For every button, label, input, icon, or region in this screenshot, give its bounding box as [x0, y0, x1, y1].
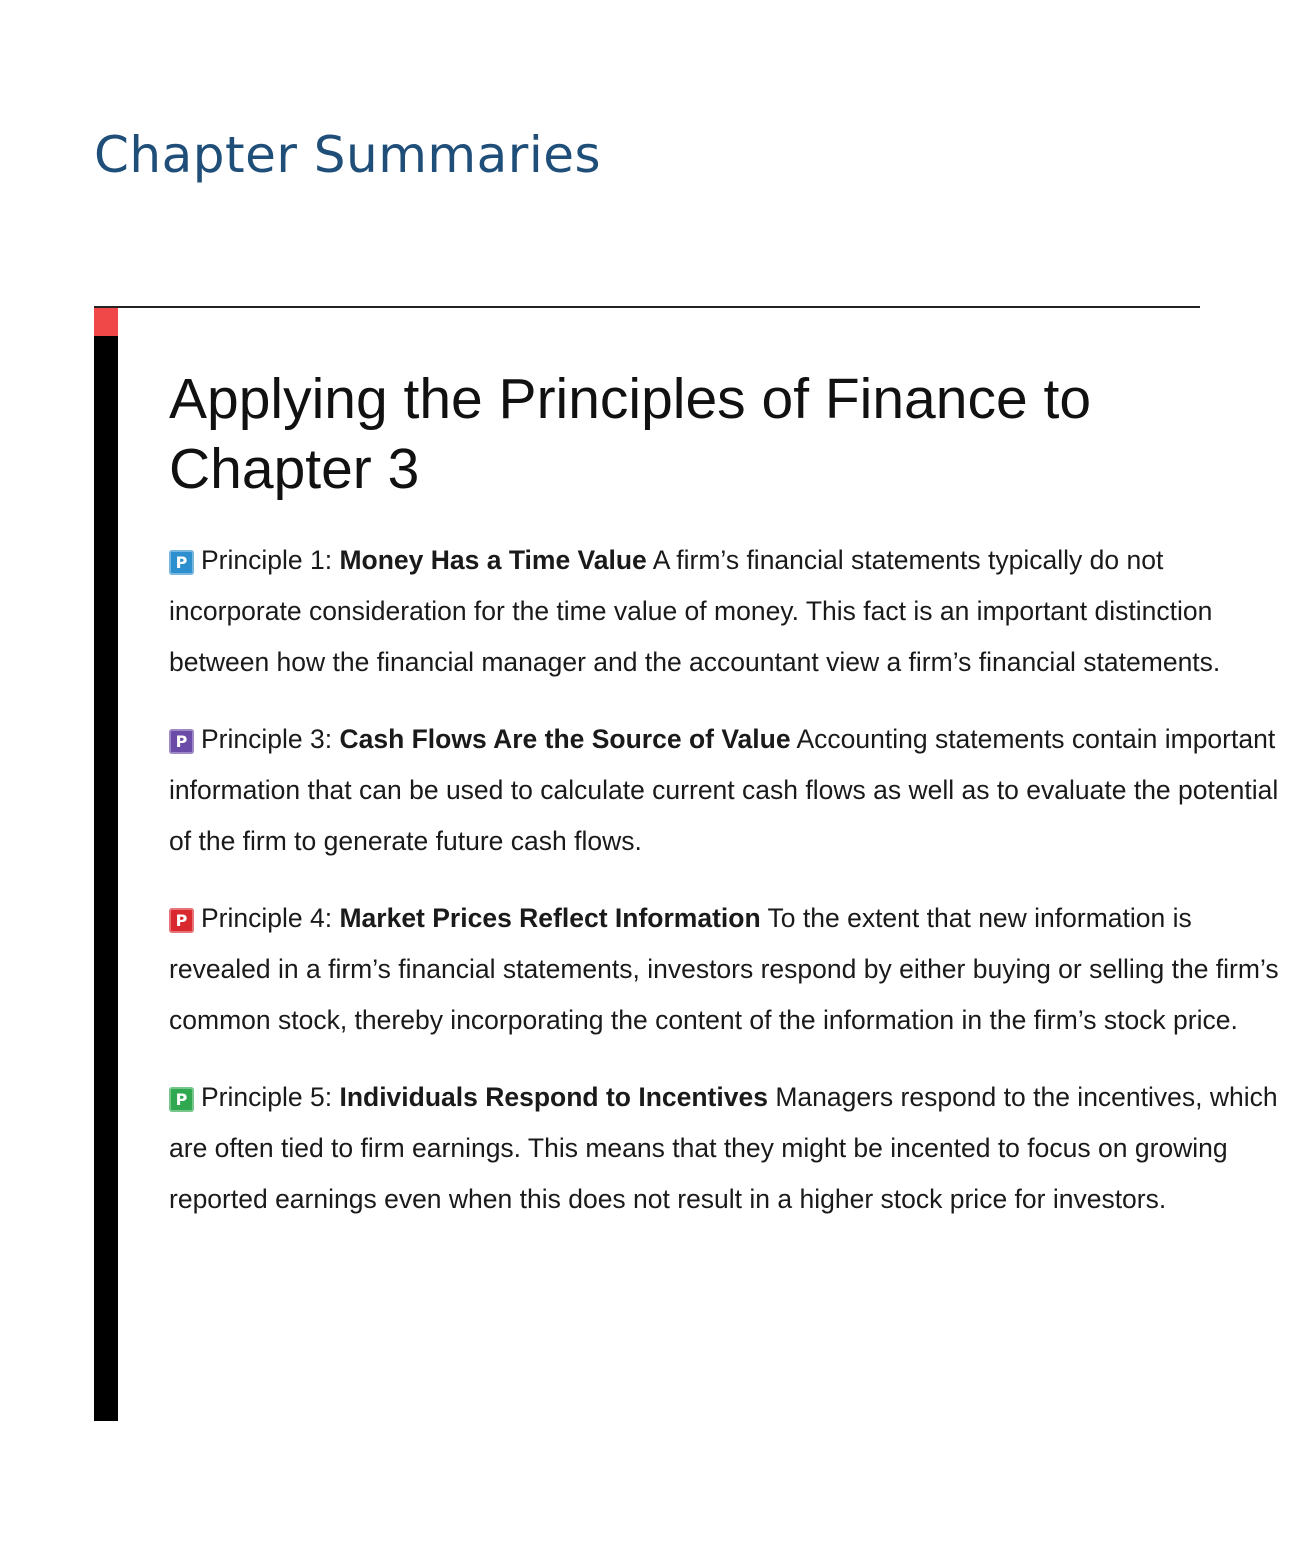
principle-text: Accounting statements contain important information that can be used to calculate current cash flows as well as to evaluate the potential of the firm to generate future cash flows.	[169, 724, 1279, 856]
principle-name: Money Has a Time Value	[339, 545, 647, 575]
principle-label: Principle 5:	[201, 1082, 340, 1112]
principle-5-paragraph	[169, 1072, 1289, 1225]
principle-name: Cash Flows Are the Source of Value	[339, 724, 791, 754]
panel-side-bar-accent	[94, 308, 118, 336]
principle-text: Managers respond to the incentives, which are often tied to firm earnings. This means that they might be incented to focus on growing reported earnings even when this does not result in a higher stock price for investors.	[169, 1082, 1278, 1214]
page-title: Chapter Summaries	[94, 126, 602, 184]
principle-text: A firm’s financial statements typically do not incorporate consideration for the time value of money. This fact is an important distinction between how the financial manager and the accountant view a firm’s financial statements.	[169, 545, 1221, 677]
principle-icon: P	[169, 729, 194, 754]
section-title-line-2: Chapter 3	[169, 437, 420, 501]
principle-3-paragraph	[169, 714, 1289, 867]
principle-name: Individuals Respond to Incentives	[339, 1082, 768, 1112]
principle-icon: P	[169, 1087, 194, 1112]
principles-panel	[94, 306, 1279, 1421]
principle-icon: P	[169, 550, 194, 575]
principle-icon: P	[169, 908, 194, 933]
section-title	[169, 364, 1200, 504]
principle-text: To the extent that new information is revealed in a firm’s financial statements, investors respond by either buying or selling the firm’s common stock, thereby incorporating the content of the information in the firm’s stock price.	[169, 903, 1279, 1035]
principle-4-paragraph	[169, 893, 1289, 1046]
section-title-line-1: Applying the Principles of Finance to	[169, 367, 1092, 431]
principle-name: Market Prices Reflect Information	[339, 903, 761, 933]
principle-label: Principle 1:	[201, 545, 340, 575]
panel-content	[169, 308, 1279, 1421]
panel-side-bar	[94, 308, 118, 1421]
principle-label: Principle 4:	[201, 903, 340, 933]
principle-1-paragraph	[169, 535, 1289, 688]
principle-label: Principle 3:	[201, 724, 340, 754]
